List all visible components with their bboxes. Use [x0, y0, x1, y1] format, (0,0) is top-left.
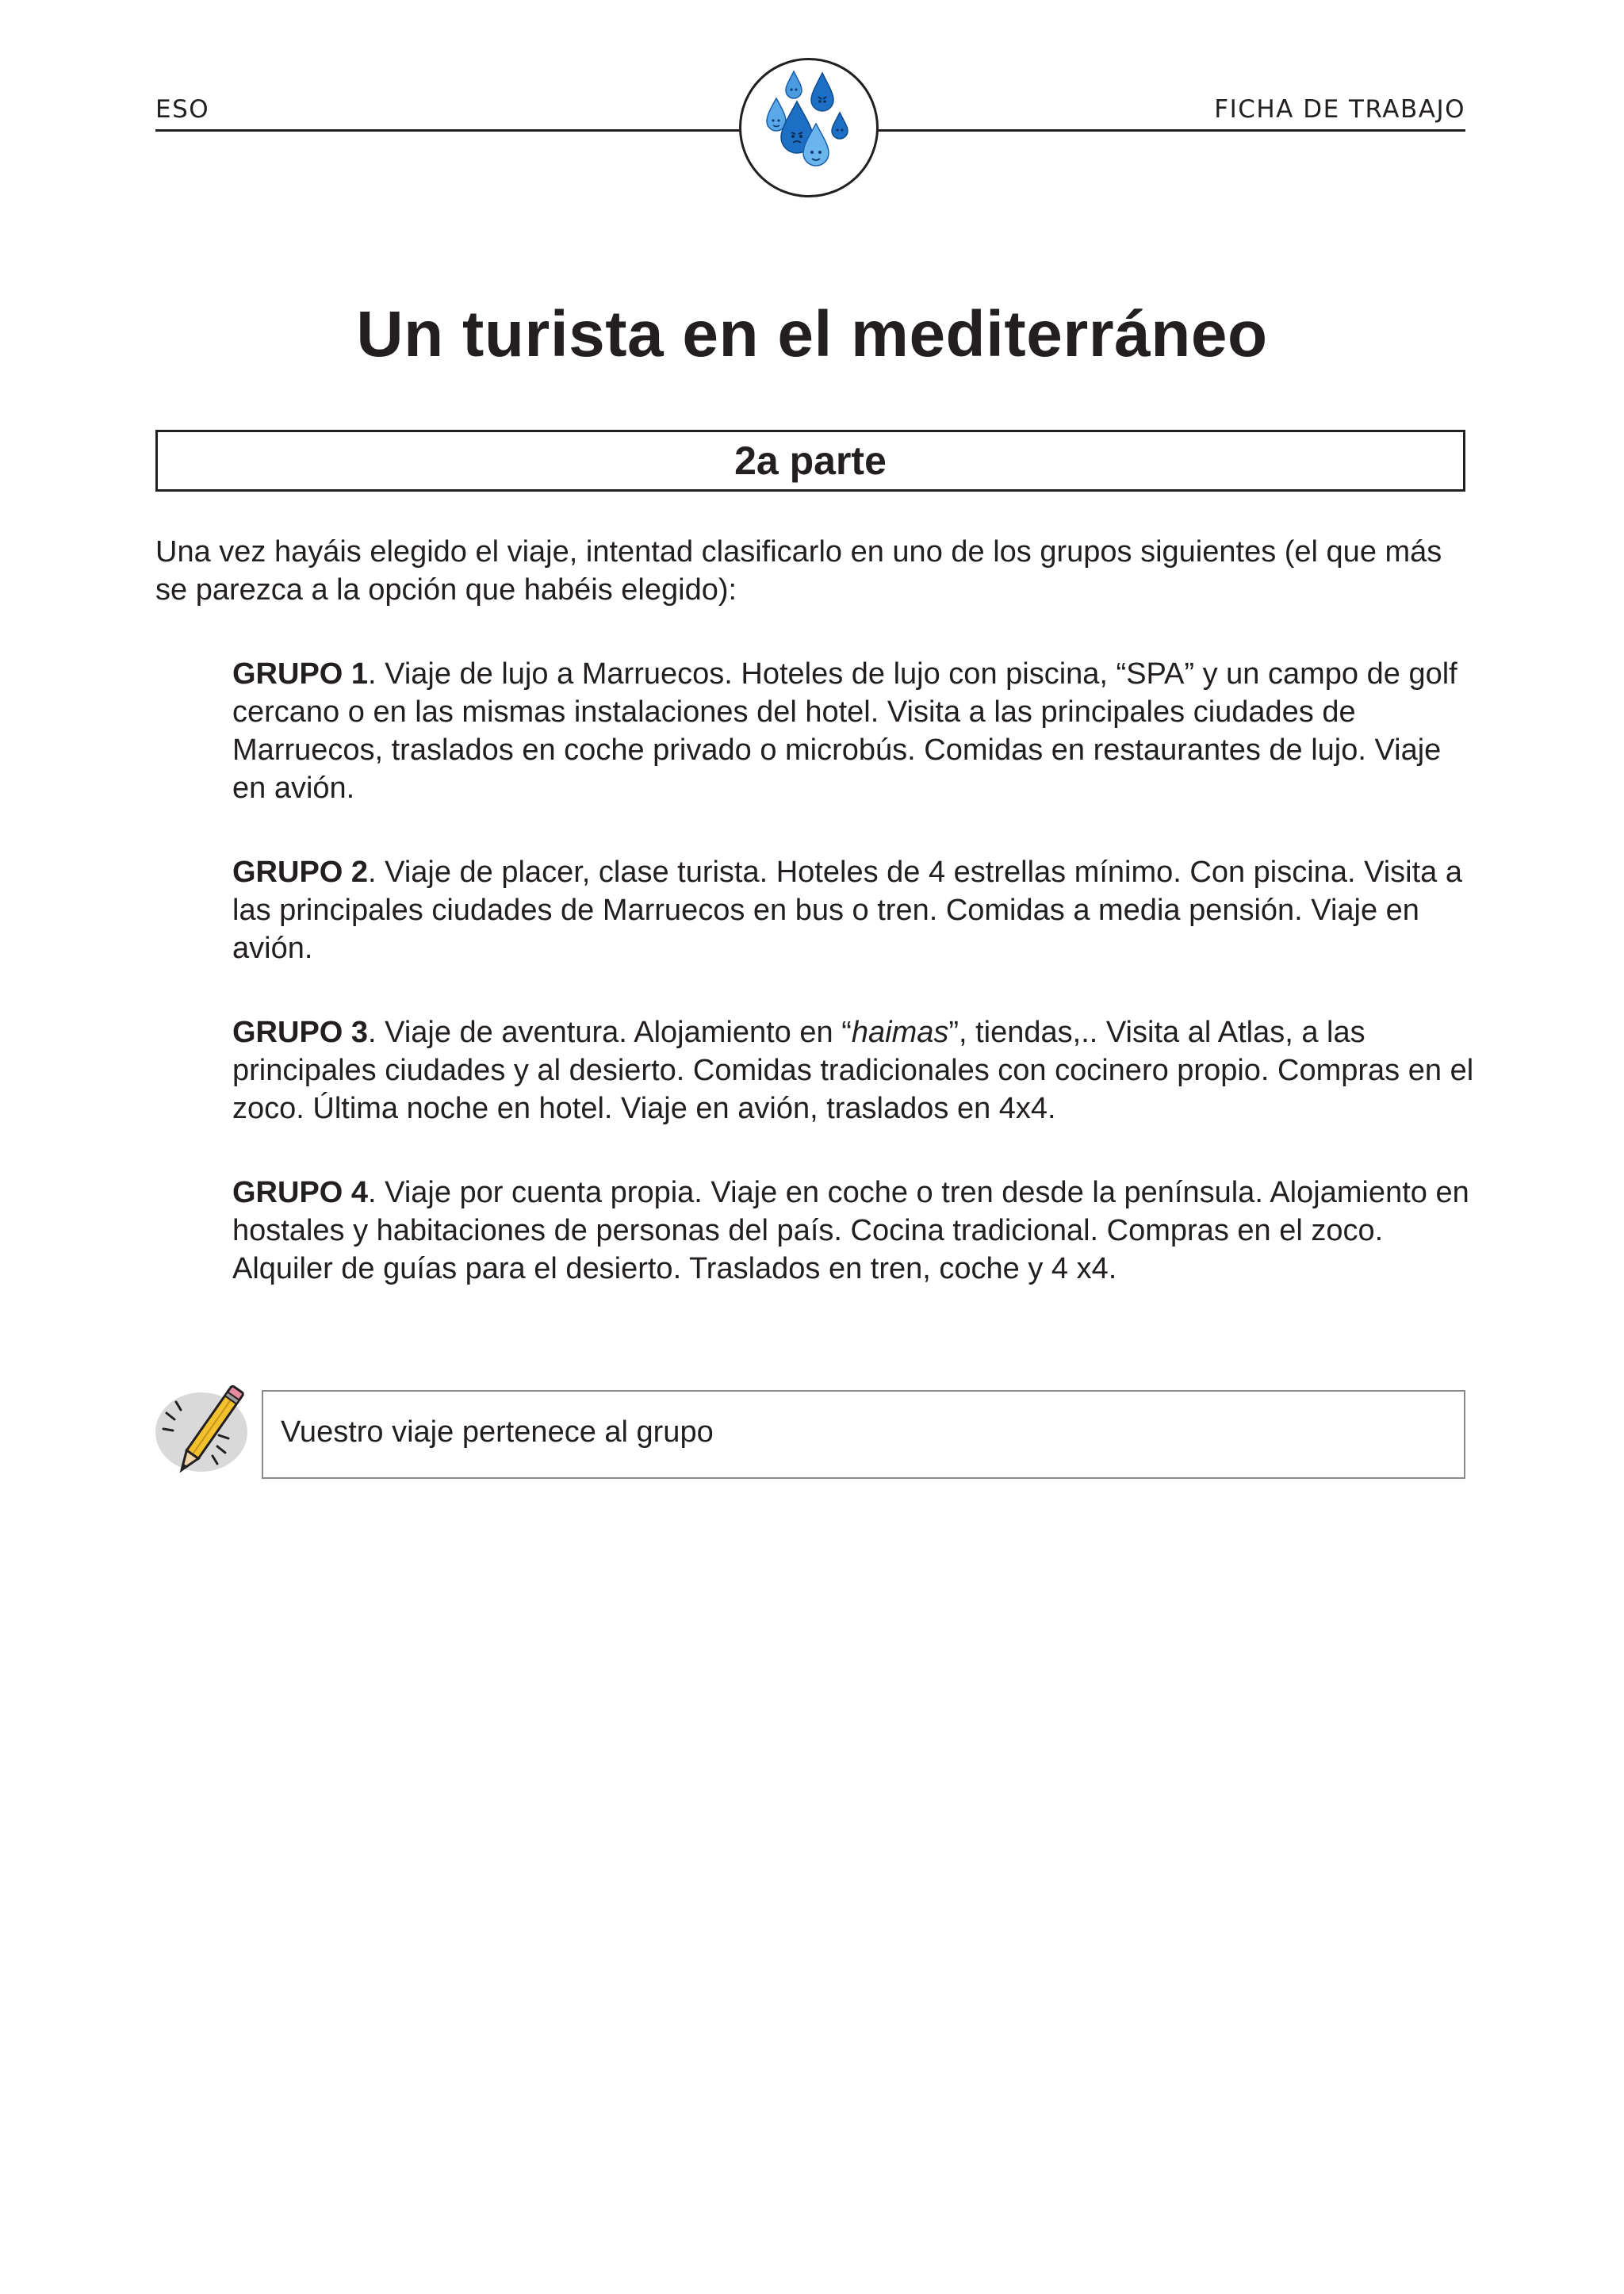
worksheet-label: FICHA DE TRABAJO — [1214, 95, 1465, 124]
group-2-paragraph — [232, 853, 1477, 967]
group-2-label: GRUPO 2 — [232, 856, 369, 889]
group-3-text-after: ”, tiendas,.. Visita al Atlas, a las principales ciudades y al desierto. Comidas tradicionales con cocinero propio. Compras en el zoco. Última noche en hotel. Viaje en avión, traslados en 4x4. — [232, 1016, 1474, 1125]
group-4-text: . Viaje por cuenta propia. Viaje en coche o tren desde la península. Alojamiento en hostales y habitaciones de personas del país. Cocina tradicional. Compras en el zoco. Alquiler de guías para el desierto. Traslados en tren, coche y 4 x4. — [232, 1176, 1469, 1285]
pencil-icon — [152, 1380, 255, 1487]
water-drops-logo-icon — [739, 58, 879, 197]
section-heading: 2a parte — [734, 439, 887, 483]
group-1-text: . Viaje de lujo a Marruecos. Hoteles de lujo con piscina, “SPA” y un campo de golf cercano o en las mismas instalaciones del hotel. Visita a las principales ciudades de Marruecos, traslados en coche privado o microbús. Comidas en restaurantes de lujo. Viaje en avión. — [232, 657, 1457, 805]
answer-prompt: Vuestro viaje pertenece al grupo — [281, 1415, 714, 1449]
group-3-label: GRUPO 3 — [232, 1016, 369, 1049]
group-4-label: GRUPO 4 — [232, 1176, 369, 1209]
group-2-text: . Viaje de placer, clase turista. Hoteles de 4 estrellas mínimo. Con piscina. Visita a las principales ciudades de Marruecos en bus o tren. Comidas a media pensión. Viaje en avión. — [232, 856, 1462, 965]
level-label: ESO — [155, 95, 210, 124]
group-4-paragraph — [232, 1174, 1477, 1288]
group-1-paragraph — [232, 655, 1477, 807]
page-title: Un turista en el mediterráneo — [356, 298, 1268, 370]
answer-field[interactable] — [262, 1390, 1465, 1479]
section-heading-box — [155, 430, 1465, 492]
instructions-paragraph: Una vez hayáis elegido el viaje, intentad clasificarlo en uno de los grupos siguientes (el que más se parezca a la opción que habéis elegido): — [155, 535, 1442, 607]
group-3-text-italic: haimas — [851, 1016, 949, 1049]
group-3-paragraph — [232, 1013, 1477, 1128]
group-3-text-before: . Viaje de aventura. Alojamiento en “ — [368, 1016, 852, 1049]
group-1-label: GRUPO 1 — [232, 657, 369, 691]
